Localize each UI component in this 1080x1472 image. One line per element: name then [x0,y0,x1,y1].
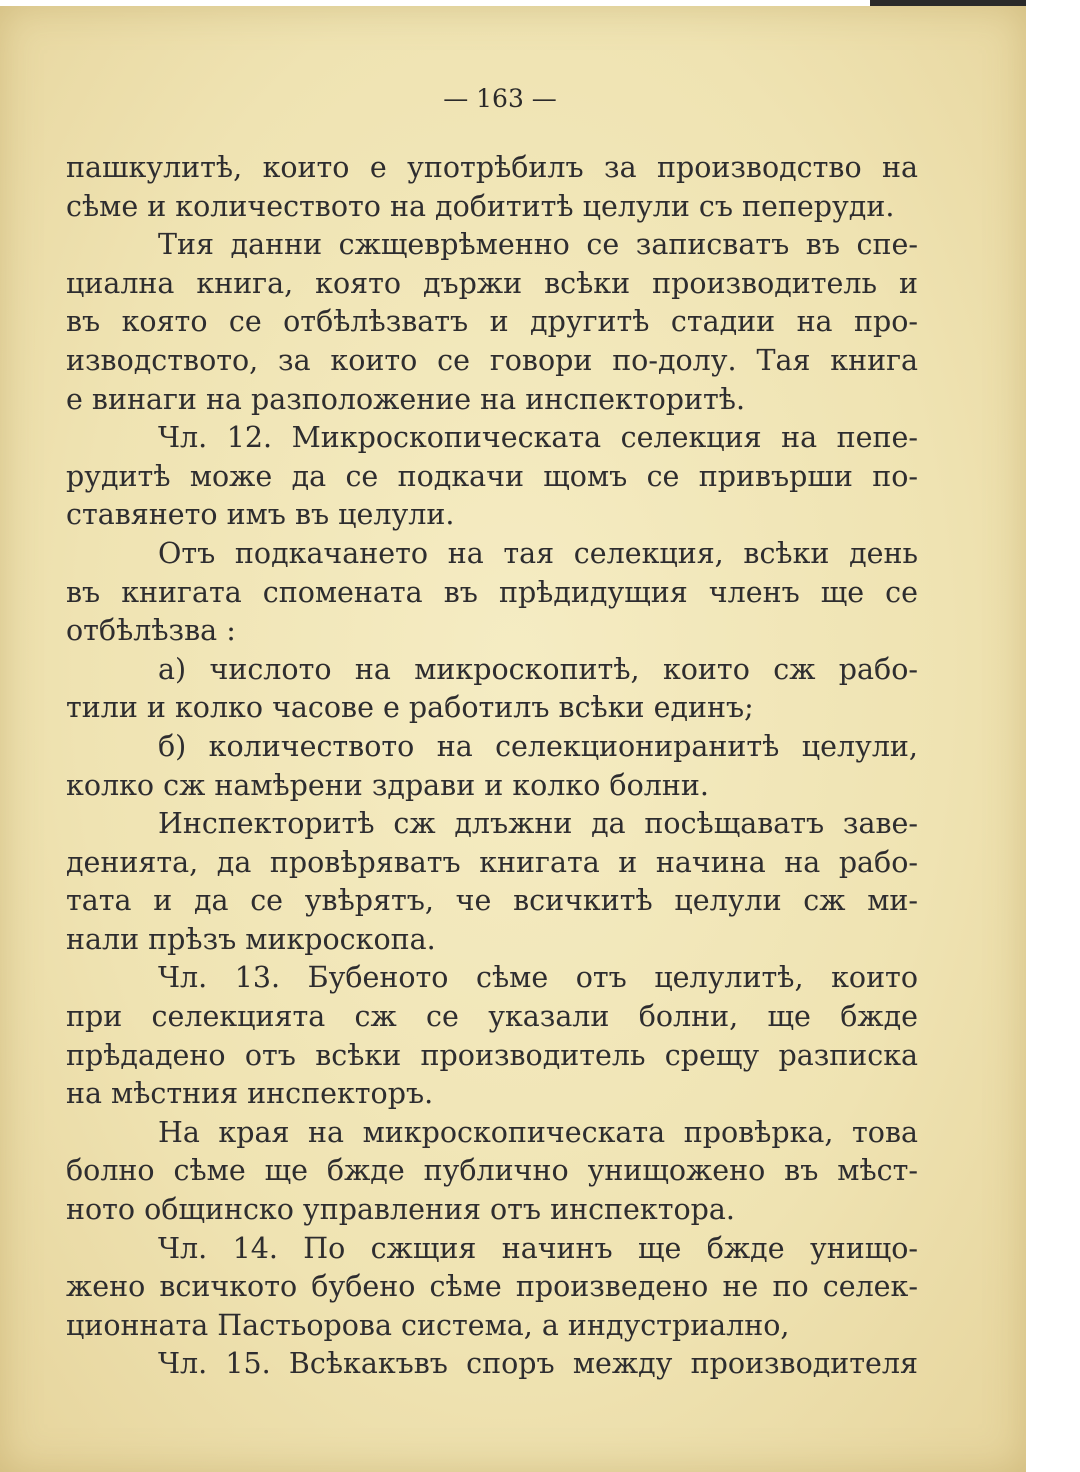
text-line: а) числото на микроскопитѣ, които сж рабо- [158,652,918,686]
text-line: ното общинско управления отъ инспектора. [66,1193,735,1227]
text-line: жено всичкото бубено сѣме произведено не по селек- [66,1270,918,1304]
text-line: Чл. 14. По сжщия начинъ ще бжде унищо- [158,1231,918,1265]
text-line: отбѣлѣзва : [66,614,236,648]
text-line: при селекцията сж се указали болни, ще бжде [66,1000,918,1034]
text-line: Чл. 12. Микроскопическата селекция на пепе- [158,421,918,455]
text-line: колко сж намѣрени здрави и колко болни. [66,768,709,802]
text-line: нали прѣзъ микроскопа. [66,922,436,956]
text-line: Тия данни сжщеврѣменно се записватъ въ спе- [158,228,918,262]
text-line: тата и да се увѣрятъ, че всичкитѣ целули сж ми- [66,884,918,918]
text-line: болно сѣме ще бжде публично унищожено въ мѣст- [66,1154,918,1188]
text-line: денията, да провѣряватъ книгата и начина на рабо- [66,845,918,879]
text-line: рудитѣ може да се подкачи щомъ се привърши по- [66,459,918,493]
page-number: — 163 — [443,84,557,113]
text-line: На края на микроскопическата провѣрка, това [158,1115,918,1149]
text-line: б) количеството на селекциониранитѣ целули, [158,729,918,763]
text-line: въ която се отбѣлѣзватъ и другитѣ стадии на про- [66,305,918,339]
text-line: въ книгата спомената въ прѣдидущия членъ ще се [66,575,918,609]
text-line: ставянето имъ въ целули. [66,498,455,532]
text-line: тили и колко часове е работилъ всѣки единъ; [66,691,754,725]
text-line: сѣме и количеството на добититѣ целули съ пеперуди. [66,189,895,223]
body-text [66,149,918,1384]
text-line: Отъ подкачането на тая селекция, всѣки день [158,536,918,570]
scan-edge [870,0,1026,6]
text-line: Чл. 13. Бубеното сѣме отъ целулитѣ, които [158,961,918,995]
text-line: изводството, за които се говори по-долу. Тая книга [66,343,918,377]
text-line: прѣдадено отъ всѣки производитель срещу разписка [66,1038,918,1072]
text-line: Инспекторитѣ сж длъжни да посѣщаватъ заве- [158,807,918,841]
text-line: е винаги на разположение на инспекторитѣ. [66,382,746,416]
text-line: циална книга, която държи всѣки производитель и [66,266,918,300]
text-line: пашкулитѣ, които е употрѣбилъ за производство на [66,151,918,184]
book-page [0,6,1026,1472]
text-line: Чл. 15. Всѣкакъвъ споръ между производителя [158,1347,918,1381]
text-line: ционната Пастьорова система, а индустриално, [66,1308,790,1342]
text-line: на мѣстния инспекторъ. [66,1077,434,1111]
